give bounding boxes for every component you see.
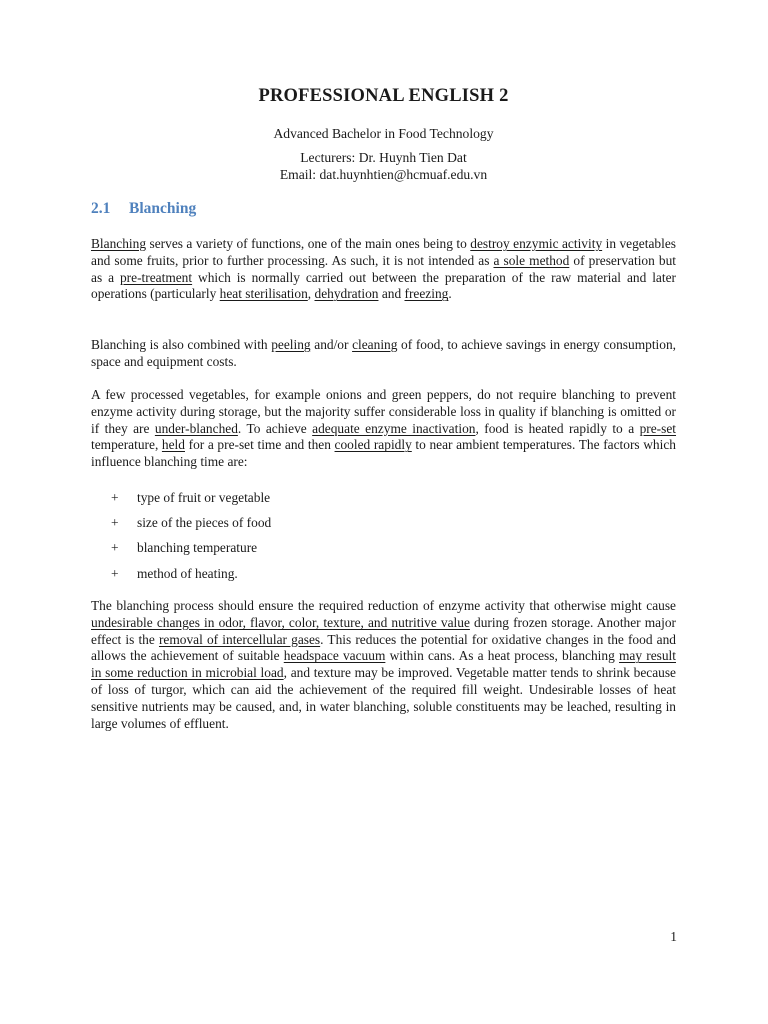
term-pre-treatment: pre-treatment	[119, 269, 193, 285]
text: and/or	[310, 337, 353, 352]
term-a-sole-method: a sole method	[493, 252, 570, 268]
term-pre-set: pre-set	[639, 420, 677, 436]
text: for a pre-set time and then	[184, 437, 335, 453]
document-title: PROFESSIONAL ENGLISH 2	[258, 86, 509, 106]
bullet-marker: +	[111, 515, 119, 531]
term-held: held	[161, 437, 185, 453]
text: A few processed vegetables, for example onions and green peppers, do not require blanching to prevent enzyme activity during storage, but the majority suffer considerable loss in quality if blanching is omitted or if they are	[91, 387, 676, 436]
text: during frozen storage. Another major effect is the	[91, 614, 676, 647]
lecturers-line: Lecturers: Dr. Huynh Tien Dat	[300, 150, 467, 165]
term-undesirable-changes: undesirable changes in odor, flavor, color, texture, and nutritive value	[91, 614, 470, 630]
text: ,	[307, 286, 315, 302]
paragraph-4	[91, 598, 676, 732]
text: serves a variety of functions, one of the main ones being to	[146, 236, 471, 251]
list-item-text: type of fruit or vegetable	[137, 490, 271, 505]
list-item	[111, 539, 271, 564]
list-item-text: size of the pieces of food	[137, 515, 272, 531]
email-line: Email: dat.huynhtien@hcmuaf.edu.vn	[279, 167, 488, 182]
term-under-blanched: under-blanched	[154, 420, 238, 436]
paragraph-1	[91, 236, 676, 303]
list-item	[111, 514, 271, 539]
term-removal-of-intercellular-gases: removal of intercellular gases	[158, 631, 321, 647]
text: , and texture may be improved. Vegetable matter tends to shrink because of loss of turgor, which can aid the achievement of the required fill weight. Undesirable losses of heat sensitive nutrients may be caused, and, in water blanching, soluble constituents may be leached, resulting in large volumes of effluent.	[91, 665, 677, 731]
document-page	[91, 0, 676, 1024]
text: . To achieve	[237, 420, 313, 436]
text: to near ambient temperatures. The factors which influence blanching time are:	[91, 437, 676, 470]
bullet-marker: +	[111, 490, 119, 505]
list-item	[111, 565, 271, 590]
page-number: 1	[670, 929, 677, 944]
term-freezing: freezing	[404, 286, 449, 302]
term-microbial-load: may result in some reduction in microbial load	[91, 648, 676, 681]
text: temperature,	[91, 437, 162, 453]
term-blanching: Blanching	[91, 236, 147, 251]
text: which is normally carried out between the preparation of the raw material and later operations (particularly	[91, 269, 676, 302]
text: of food, to achieve savings in energy consumption, space and equipment costs.	[91, 337, 676, 369]
text: within cans. As a heat process, blanching	[385, 648, 619, 664]
text: . This reduces the potential for oxidative changes in the food and allows the achievement of suitable	[91, 631, 677, 664]
section-heading	[91, 200, 196, 218]
text: Blanching is also combined with	[91, 337, 272, 352]
text: , food is heated rapidly to a	[475, 420, 640, 436]
paragraph-2	[91, 337, 676, 371]
term-destroy-enzymic-activity: destroy enzymic activity	[470, 236, 603, 251]
term-dehydration: dehydration	[314, 286, 379, 302]
text: and	[378, 286, 405, 302]
text: .	[448, 286, 452, 302]
bullet-marker: +	[111, 565, 119, 581]
term-adequate-enzyme-inactivation: adequate enzyme inactivation	[312, 420, 476, 436]
term-heat-sterilisation: heat sterilisation	[219, 286, 308, 302]
text: The blanching process should ensure the required reduction of enzyme activity that otherwise might cause	[91, 598, 676, 613]
list-item-text: method of heating.	[137, 565, 238, 581]
paragraph-3	[91, 387, 676, 471]
program-name: Advanced Bachelor in Food Technology	[273, 126, 494, 141]
term-headspace-vacuum: headspace vacuum	[283, 648, 386, 664]
text: of preservation but as a	[91, 252, 676, 285]
factors-list	[111, 489, 271, 590]
section-title: Blanching	[129, 200, 197, 217]
term-peeling: peeling	[271, 337, 311, 352]
list-item-text: blanching temperature	[137, 540, 258, 556]
text: in vegetables and some fruits, prior to further processing. As such, it is not intended as	[91, 236, 676, 268]
section-number: 2.1	[91, 200, 111, 217]
bullet-marker: +	[111, 540, 119, 556]
term-cleaning: cleaning	[352, 337, 398, 352]
list-item	[111, 489, 271, 514]
term-cooled-rapidly: cooled rapidly	[334, 437, 412, 453]
